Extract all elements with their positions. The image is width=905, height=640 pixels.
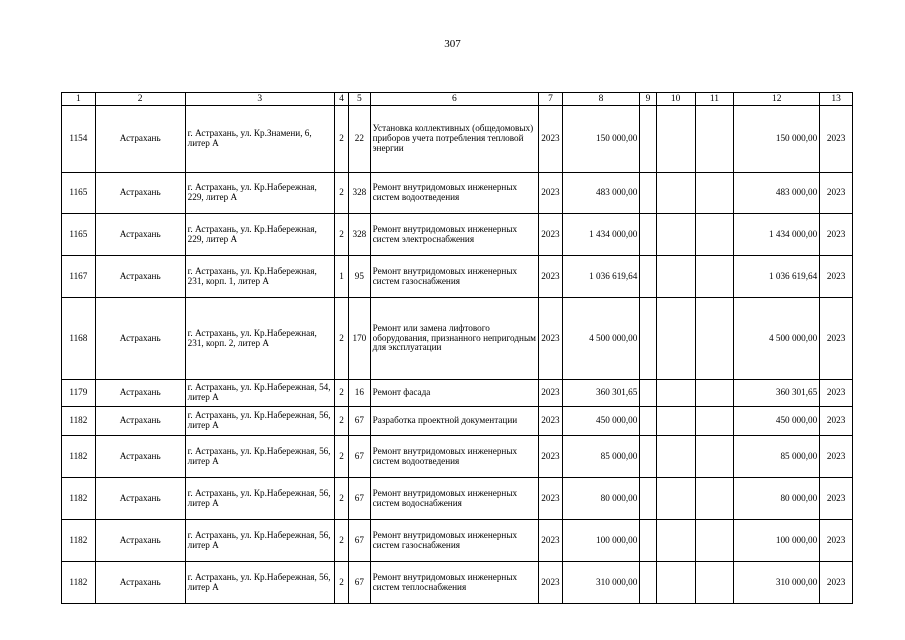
col9-cell: [640, 407, 656, 436]
completion-year-cell: 2023: [820, 214, 853, 256]
row-number: 1182: [62, 562, 96, 604]
address-cell: г. Астрахань, ул. Кр.Набережная, 229, литер А: [185, 173, 334, 214]
work-type-cell: Ремонт внутридомовых инженерных систем водоотведения: [370, 436, 539, 478]
col5-cell: 67: [349, 436, 370, 478]
completion-year-cell: 2023: [820, 562, 853, 604]
work-type-cell: Ремонт внутридомовых инженерных систем электроснабжения: [370, 214, 539, 256]
col11-cell: [695, 214, 734, 256]
table-row: [62, 562, 853, 604]
col4-cell: 2: [334, 106, 348, 173]
table-header: [62, 93, 853, 106]
col10-cell: [656, 298, 695, 380]
col5-cell: 328: [349, 173, 370, 214]
city-cell: Астрахань: [95, 173, 185, 214]
amount-fund-cell: 310 000,00: [734, 562, 820, 604]
col9-cell: [640, 520, 656, 562]
column-header: 9: [640, 93, 656, 106]
col10-cell: [656, 562, 695, 604]
table-row: [62, 214, 853, 256]
col9-cell: [640, 214, 656, 256]
amount-cell: 85 000,00: [562, 436, 640, 478]
col4-cell: 2: [334, 173, 348, 214]
col10-cell: [656, 380, 695, 407]
amount-fund-cell: 360 301,65: [734, 380, 820, 407]
year-cell: 2023: [539, 436, 563, 478]
row-number: 1165: [62, 214, 96, 256]
table-row: [62, 436, 853, 478]
col9-cell: [640, 380, 656, 407]
row-number: 1167: [62, 256, 96, 298]
amount-fund-cell: 85 000,00: [734, 436, 820, 478]
col9-cell: [640, 562, 656, 604]
work-type-cell: Ремонт фасада: [370, 380, 539, 407]
col11-cell: [695, 106, 734, 173]
column-header: 7: [539, 93, 563, 106]
city-cell: Астрахань: [95, 380, 185, 407]
amount-fund-cell: 150 000,00: [734, 106, 820, 173]
col4-cell: 2: [334, 214, 348, 256]
address-cell: г. Астрахань, ул. Кр.Набережная, 56, литер А: [185, 520, 334, 562]
table-row: [62, 380, 853, 407]
completion-year-cell: 2023: [820, 380, 853, 407]
city-cell: Астрахань: [95, 520, 185, 562]
year-cell: 2023: [539, 298, 563, 380]
row-number: 1179: [62, 380, 96, 407]
work-type-cell: Установка коллективных (общедомовых) приборов учета потребления тепловой энергии: [370, 106, 539, 173]
col5-cell: 67: [349, 562, 370, 604]
amount-cell: 483 000,00: [562, 173, 640, 214]
city-cell: Астрахань: [95, 407, 185, 436]
year-cell: 2023: [539, 520, 563, 562]
row-number: 1154: [62, 106, 96, 173]
address-cell: г. Астрахань, ул. Кр.Набережная, 56, литер А: [185, 562, 334, 604]
column-header: 10: [656, 93, 695, 106]
col10-cell: [656, 106, 695, 173]
col5-cell: 67: [349, 407, 370, 436]
col4-cell: 1: [334, 256, 348, 298]
table-body: [62, 106, 853, 604]
completion-year-cell: 2023: [820, 106, 853, 173]
completion-year-cell: 2023: [820, 520, 853, 562]
col11-cell: [695, 298, 734, 380]
address-cell: г. Астрахань, ул. Кр.Знамени, 6, литер А: [185, 106, 334, 173]
year-cell: 2023: [539, 407, 563, 436]
amount-fund-cell: 100 000,00: [734, 520, 820, 562]
table-row: [62, 298, 853, 380]
col11-cell: [695, 520, 734, 562]
city-cell: Астрахань: [95, 106, 185, 173]
col5-cell: 328: [349, 214, 370, 256]
col5-cell: 170: [349, 298, 370, 380]
amount-fund-cell: 1 036 619,64: [734, 256, 820, 298]
col4-cell: 2: [334, 520, 348, 562]
col10-cell: [656, 407, 695, 436]
amount-fund-cell: 80 000,00: [734, 478, 820, 520]
col11-cell: [695, 173, 734, 214]
row-number: 1165: [62, 173, 96, 214]
column-header: 2: [95, 93, 185, 106]
year-cell: 2023: [539, 478, 563, 520]
column-header: 5: [349, 93, 370, 106]
table-row: [62, 106, 853, 173]
col4-cell: 2: [334, 298, 348, 380]
work-type-cell: Ремонт внутридомовых инженерных систем газоснабжения: [370, 520, 539, 562]
year-cell: 2023: [539, 256, 563, 298]
amount-cell: 450 000,00: [562, 407, 640, 436]
table-row: [62, 407, 853, 436]
col4-cell: 2: [334, 478, 348, 520]
column-header: 13: [820, 93, 853, 106]
work-type-cell: Ремонт внутридомовых инженерных систем водоотведения: [370, 173, 539, 214]
amount-fund-cell: 4 500 000,00: [734, 298, 820, 380]
city-cell: Астрахань: [95, 256, 185, 298]
data-table: [61, 92, 853, 604]
work-type-cell: Ремонт или замена лифтового оборудования, признанного непригодным для эксплуатации: [370, 298, 539, 380]
work-type-cell: Ремонт внутридомовых инженерных систем водоснабжения: [370, 478, 539, 520]
column-header: 4: [334, 93, 348, 106]
address-cell: г. Астрахань, ул. Кр.Набережная, 231, корп. 2, литер А: [185, 298, 334, 380]
city-cell: Астрахань: [95, 436, 185, 478]
address-cell: г. Астрахань, ул. Кр.Набережная, 56, литер А: [185, 436, 334, 478]
column-header: 11: [695, 93, 734, 106]
col9-cell: [640, 256, 656, 298]
year-cell: 2023: [539, 562, 563, 604]
amount-cell: 1 434 000,00: [562, 214, 640, 256]
work-type-cell: Разработка проектной документации: [370, 407, 539, 436]
column-header: 12: [734, 93, 820, 106]
col5-cell: 67: [349, 520, 370, 562]
col11-cell: [695, 478, 734, 520]
address-cell: г. Астрахань, ул. Кр.Набережная, 54, литер А: [185, 380, 334, 407]
address-cell: г. Астрахань, ул. Кр.Набережная, 56, литер А: [185, 407, 334, 436]
completion-year-cell: 2023: [820, 173, 853, 214]
column-header: 8: [562, 93, 640, 106]
col10-cell: [656, 256, 695, 298]
row-number: 1182: [62, 478, 96, 520]
col11-cell: [695, 256, 734, 298]
row-number: 1182: [62, 436, 96, 478]
address-cell: г. Астрахань, ул. Кр.Набережная, 231, корп. 1, литер А: [185, 256, 334, 298]
table-row: [62, 256, 853, 298]
col11-cell: [695, 380, 734, 407]
col9-cell: [640, 173, 656, 214]
col9-cell: [640, 298, 656, 380]
table-row: [62, 520, 853, 562]
col10-cell: [656, 478, 695, 520]
col10-cell: [656, 520, 695, 562]
completion-year-cell: 2023: [820, 298, 853, 380]
year-cell: 2023: [539, 214, 563, 256]
col10-cell: [656, 173, 695, 214]
col5-cell: 95: [349, 256, 370, 298]
amount-cell: 4 500 000,00: [562, 298, 640, 380]
amount-cell: 100 000,00: [562, 520, 640, 562]
col11-cell: [695, 407, 734, 436]
city-cell: Астрахань: [95, 298, 185, 380]
amount-fund-cell: 450 000,00: [734, 407, 820, 436]
col5-cell: 67: [349, 478, 370, 520]
amount-cell: 150 000,00: [562, 106, 640, 173]
table-row: [62, 478, 853, 520]
col9-cell: [640, 106, 656, 173]
amount-cell: 1 036 619,64: [562, 256, 640, 298]
city-cell: Астрахань: [95, 478, 185, 520]
col9-cell: [640, 436, 656, 478]
work-type-cell: Ремонт внутридомовых инженерных систем теплоснабжения: [370, 562, 539, 604]
year-cell: 2023: [539, 173, 563, 214]
completion-year-cell: 2023: [820, 478, 853, 520]
year-cell: 2023: [539, 106, 563, 173]
amount-fund-cell: 483 000,00: [734, 173, 820, 214]
col4-cell: 2: [334, 407, 348, 436]
col5-cell: 22: [349, 106, 370, 173]
col10-cell: [656, 436, 695, 478]
row-number: 1168: [62, 298, 96, 380]
col10-cell: [656, 214, 695, 256]
completion-year-cell: 2023: [820, 436, 853, 478]
amount-cell: 80 000,00: [562, 478, 640, 520]
col5-cell: 16: [349, 380, 370, 407]
amount-cell: 360 301,65: [562, 380, 640, 407]
col4-cell: 2: [334, 562, 348, 604]
city-cell: Астрахань: [95, 562, 185, 604]
col4-cell: 2: [334, 436, 348, 478]
table-row: [62, 173, 853, 214]
year-cell: 2023: [539, 380, 563, 407]
row-number: 1182: [62, 407, 96, 436]
address-cell: г. Астрахань, ул. Кр.Набережная, 229, литер А: [185, 214, 334, 256]
completion-year-cell: 2023: [820, 256, 853, 298]
page-number: 307: [444, 38, 461, 50]
column-header: 1: [62, 93, 96, 106]
col11-cell: [695, 562, 734, 604]
completion-year-cell: 2023: [820, 407, 853, 436]
work-type-cell: Ремонт внутридомовых инженерных систем газоснабжения: [370, 256, 539, 298]
col9-cell: [640, 478, 656, 520]
column-header: 3: [185, 93, 334, 106]
col11-cell: [695, 436, 734, 478]
city-cell: Астрахань: [95, 214, 185, 256]
address-cell: г. Астрахань, ул. Кр.Набережная, 56, литер А: [185, 478, 334, 520]
column-header: 6: [370, 93, 539, 106]
row-number: 1182: [62, 520, 96, 562]
amount-cell: 310 000,00: [562, 562, 640, 604]
amount-fund-cell: 1 434 000,00: [734, 214, 820, 256]
col4-cell: 2: [334, 380, 348, 407]
